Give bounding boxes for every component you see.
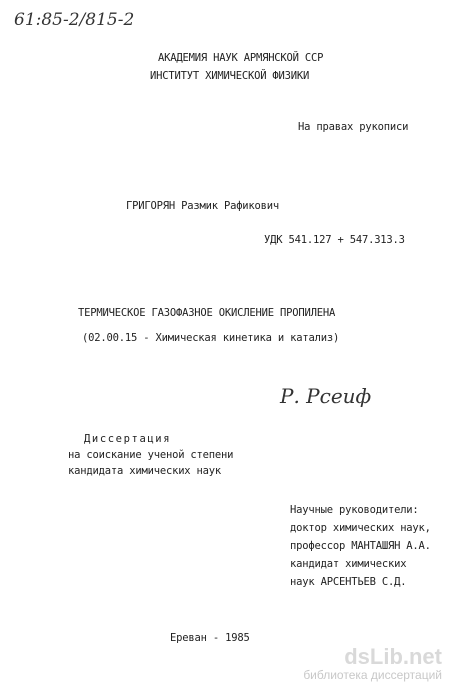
supervisors-heading: Научные руководители: [290,504,419,516]
thesis-degree: кандидата химических наук [68,465,222,477]
watermark-subtitle: библиотека диссертаций [303,668,442,682]
rights-note: На правах рукописи [298,121,409,133]
dissertation-title: ТЕРМИЧЕСКОЕ ГАЗОФАЗНОЕ ОКИСЛЕНИЕ ПРОПИЛЕНА [78,307,336,319]
watermark-logo: dsLib.net [344,644,442,669]
supervisor-line-4: наук АРСЕНТЬЕВ С.Д. [290,576,407,588]
thesis-type: Диссертация [84,433,172,445]
udc-code: УДК 541.127 + 547.313.3 [264,234,405,246]
author-name: ГРИГОРЯН Размик Рафикович [126,200,280,212]
specialty-code: (02.00.15 - Химическая кинетика и катализ) [82,332,340,344]
thesis-purpose: на соискание ученой степени [68,449,234,461]
watermark [303,646,442,682]
place-year: Ереван - 1985 [170,632,250,644]
header-institute: ИНСТИТУТ ХИМИЧЕСКОЙ ФИЗИКИ [150,70,310,82]
header-academy: АКАДЕМИЯ НАУК АРМЯНСКОЙ ССР [158,52,324,64]
supervisor-line-3: кандидат химических [290,558,407,570]
archive-code: 61:85-2/815-2 [14,10,135,30]
supervisor-line-1: доктор химических наук, [290,522,431,534]
signature: Р. Рсеиф [280,384,372,408]
supervisor-line-2: профессор МАНТАШЯН А.А. [290,540,431,552]
